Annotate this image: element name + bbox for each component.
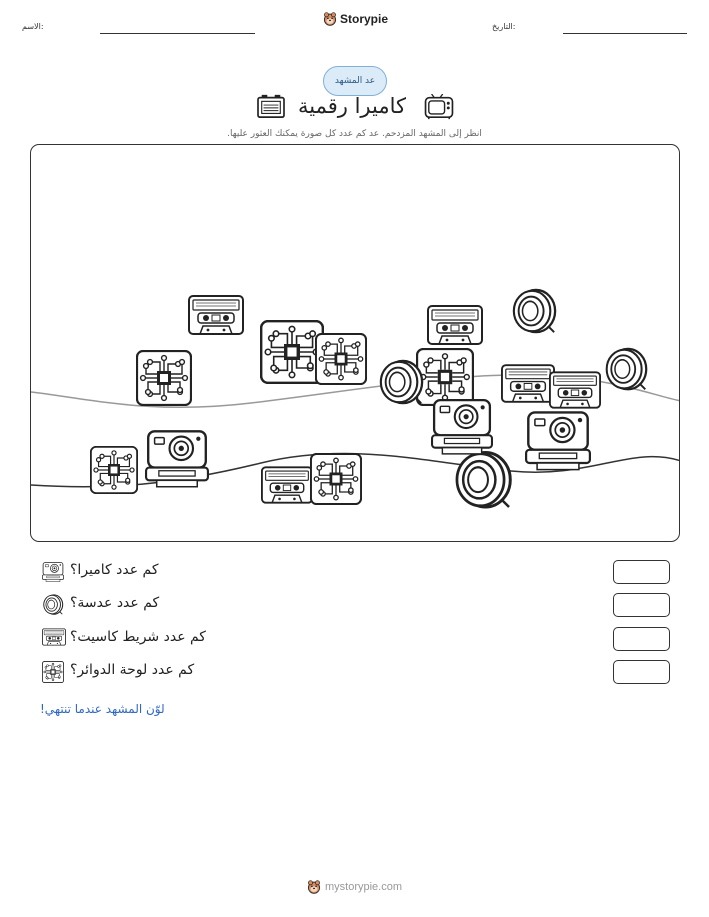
lens-item [510, 288, 558, 336]
circuit-board-icon [42, 661, 64, 683]
mascot-icon [307, 880, 321, 894]
lens-icon [42, 594, 64, 616]
circuit-board-item [136, 350, 192, 406]
name-field[interactable] [100, 33, 255, 34]
answer-box-camera[interactable] [613, 560, 670, 584]
instruction-text: انظر إلى المشهد المزدحم. عد كم عدد كل صورة يمكنك العثور عليها. [227, 129, 482, 139]
mascot-icon [323, 12, 337, 26]
cassette-item [261, 466, 313, 504]
color-instruction: لوّن المشهد عندما تنتهي! [40, 702, 165, 716]
cassette-icon [42, 628, 66, 646]
name-label: الاسم: [22, 22, 44, 31]
question-row [40, 660, 670, 686]
footer-site: mystorypie.com [325, 881, 403, 893]
question-text: كم عدد عدسة؟ [70, 595, 160, 611]
storypie-logo [323, 12, 388, 26]
instant-camera-item [145, 429, 209, 489]
tv-icon [424, 94, 454, 120]
instant-camera-item [525, 410, 591, 472]
circuit-board-item [310, 453, 362, 505]
title-row [0, 92, 709, 122]
question-text: كم عدد لوحة الدوائر؟ [70, 662, 195, 678]
answer-box-cassette[interactable] [613, 627, 670, 651]
battery-icon [256, 93, 286, 119]
circuit-board-item [315, 333, 367, 385]
answer-box-lens[interactable] [613, 593, 670, 617]
answer-box-circuit[interactable] [613, 660, 670, 684]
footer [307, 880, 402, 894]
page-title: كاميرا رقمية [298, 94, 406, 118]
activity-badge: عد المشهد [323, 66, 387, 96]
date-field[interactable] [563, 33, 687, 34]
instant-camera-icon [42, 561, 64, 583]
question-text: كم عدد شريط كاسيت؟ [70, 629, 206, 645]
cassette-item [549, 371, 601, 409]
question-row [40, 627, 670, 653]
cassette-item [188, 295, 244, 335]
brand-name: Storypie [340, 12, 389, 26]
counting-scene [30, 144, 680, 542]
lens-item [377, 359, 425, 407]
circuit-board-item [90, 446, 138, 494]
instant-camera-item [431, 398, 493, 456]
question-text: كم عدد كاميرا؟ [70, 562, 159, 578]
question-row [40, 560, 670, 586]
date-label: التاريخ: [492, 22, 516, 31]
question-row [40, 593, 670, 619]
cassette-item [501, 364, 555, 403]
lens-item [452, 450, 514, 512]
lens-item [603, 347, 649, 393]
cassette-item [427, 305, 483, 345]
